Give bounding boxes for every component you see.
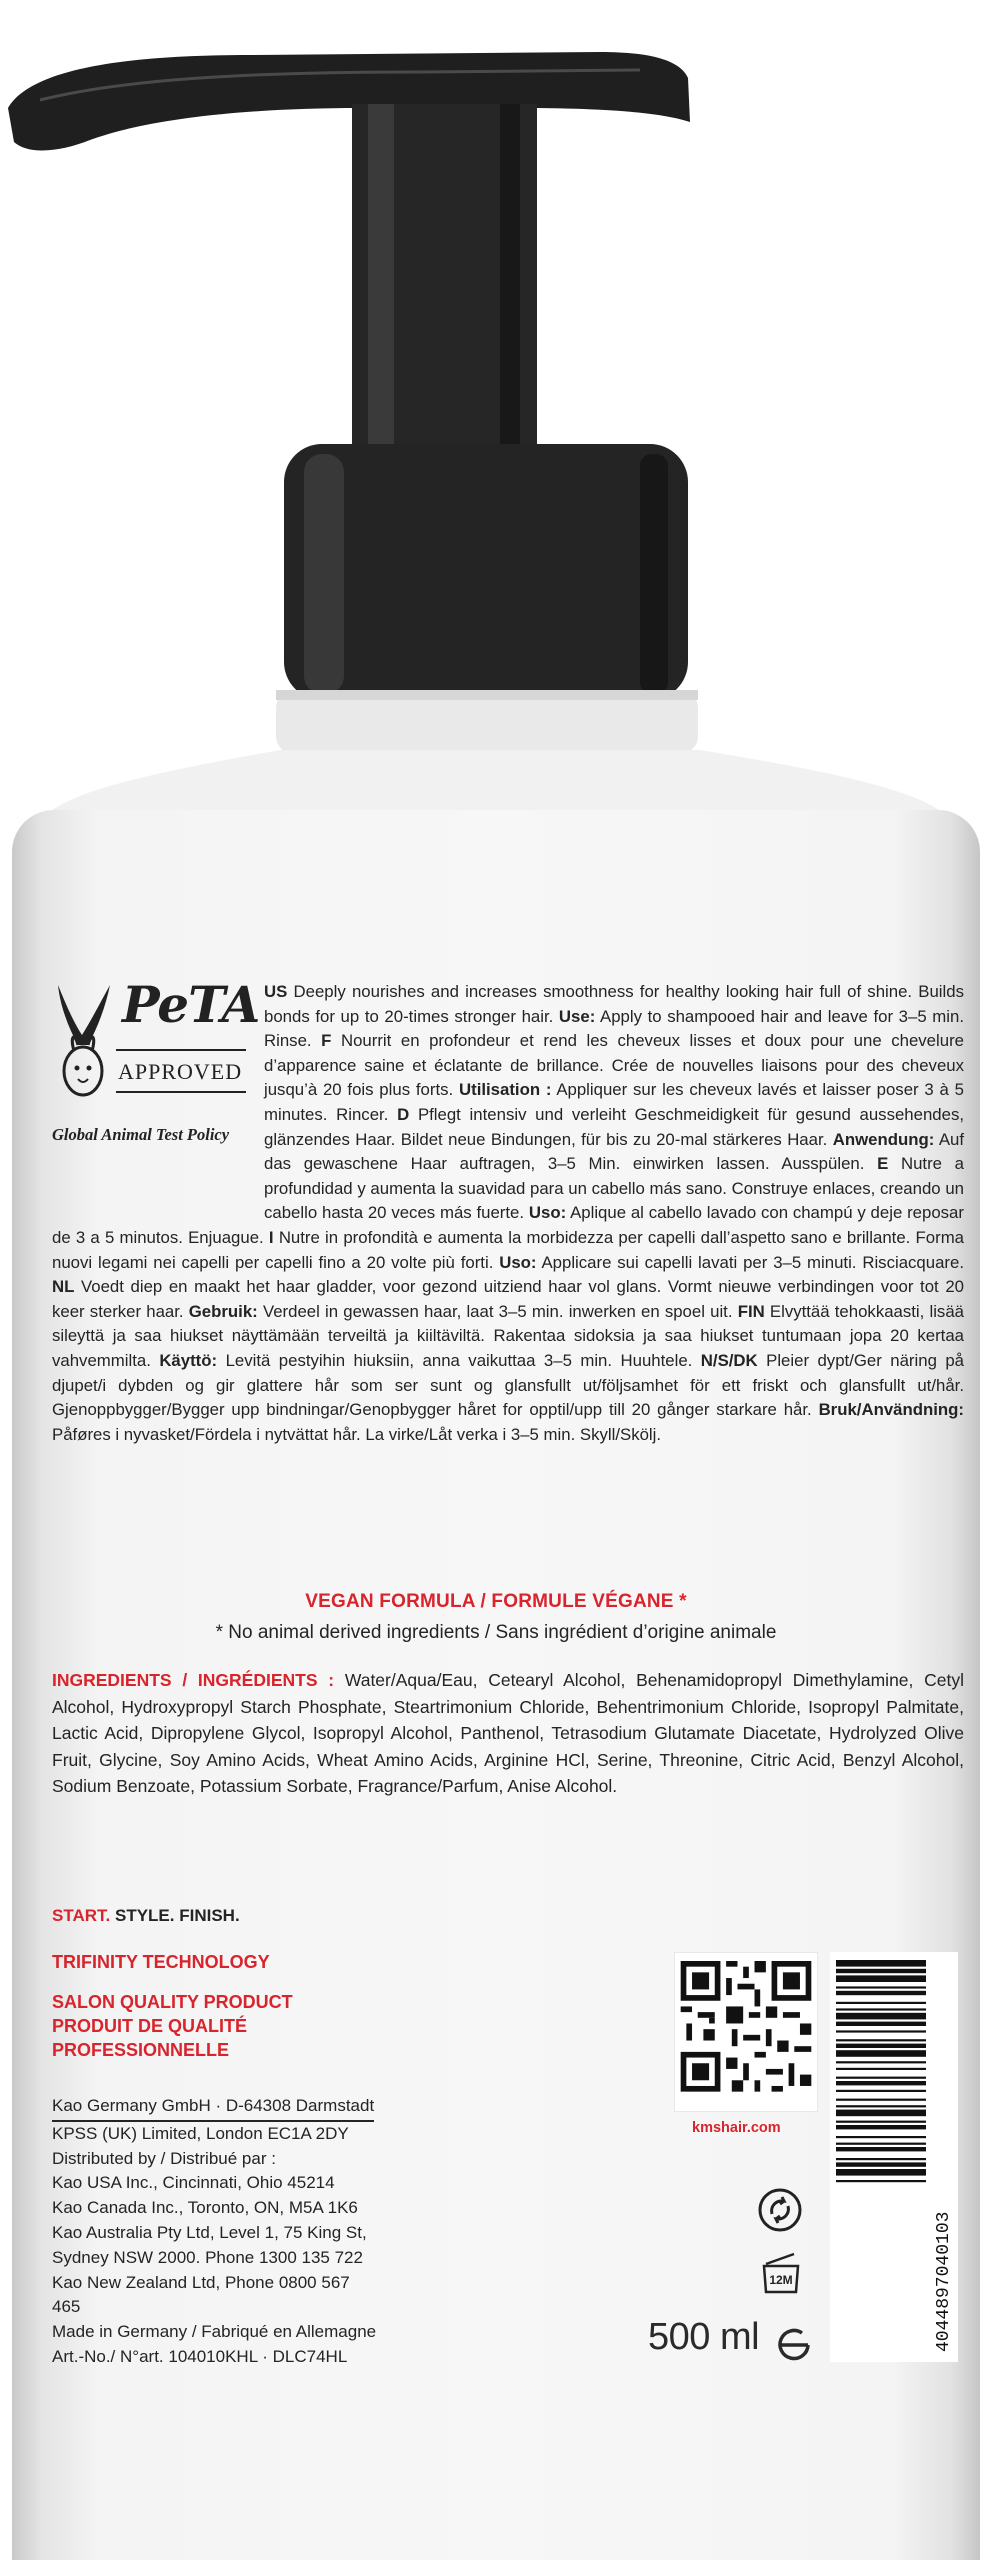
peta-policy-text: Global Animal Test Policy bbox=[52, 1125, 230, 1144]
barcode-bar bbox=[836, 2162, 926, 2166]
peta-approved-text: APPROVED bbox=[118, 1059, 243, 1084]
lang-code-nl: NL bbox=[52, 1277, 75, 1297]
trifinity-technology: TRIFINITY TECHNOLOGY bbox=[52, 1952, 270, 1972]
barcode-bar bbox=[836, 2044, 926, 2048]
barcode-bar bbox=[836, 1969, 926, 1973]
desc-nl: Voedt diep en maakt het haar gladder, voor gezond uitziend haar vol glans. Vormt nieuwe verbindingen voor tot 20 keer sterker haar. bbox=[52, 1277, 964, 1321]
lang-code-fin: FIN bbox=[737, 1301, 765, 1321]
use-us: Apply to shampooed hair and leave for 3–5 min. Rinse. bbox=[264, 1006, 964, 1051]
desc-nsdk: Pleier dypt/Ger näring på djupet/i dybden og gir glattere hår som ser sunt og glansfullt ut/följsamhet för ett friskt och glansfullt ut/hår. Gjenoppbygger/Bygger upp bindningar/Genopbygger håret for opptil/upp till 20 gånger starkare hår. bbox=[52, 1350, 965, 1420]
desc-i: Nutre in profondità e aumenta la morbidezza per capelli dall’aspetto sano e brillante. Forma nuovi legami nei capelli per capelli fino a 20 volte più forti. bbox=[52, 1227, 965, 1272]
website-link: kmshair.com bbox=[692, 2120, 781, 2136]
address-line-5: Kao Canada Inc., Toronto, ON, M5A 1K6 bbox=[52, 2198, 358, 2218]
period-after-opening-icon bbox=[758, 2250, 804, 2296]
address-line-4: Kao USA Inc., Cincinnati, Ohio 45214 bbox=[52, 2173, 335, 2193]
ingredients-list bbox=[52, 1667, 964, 1800]
address-line-6: Kao Australia Pty Ltd, Level 1, 75 King St, bbox=[52, 2222, 367, 2242]
salon-quality-2: PRODUIT DE QUALITÉ bbox=[52, 2016, 248, 2036]
desc-d: Pflegt intensiv und verleiht Geschmeidigkeit für gesund aussehendes, glänzendes Haar. Bildet neue Bindungen, für bis zu 20-mal stärkeres Haar. bbox=[264, 1104, 965, 1149]
use-nl: Verdeel in gewassen haar, laat 3–5 min. inwerken en spoel uit. bbox=[262, 1301, 733, 1321]
barcode-bar bbox=[836, 1960, 926, 1967]
address-line-2: KPSS (UK) Limited, London EC1A 2DY bbox=[52, 2123, 349, 2143]
barcode-bar bbox=[836, 2105, 926, 2107]
barcode-bar bbox=[836, 2125, 926, 2129]
product-description bbox=[52, 980, 964, 1447]
lang-code-nsdk: N/S/DK bbox=[700, 1350, 758, 1370]
vegan-formula-note: * No animal derived ingredients / Sans ingrédient d’origine animale bbox=[215, 1622, 777, 1643]
bottle-label bbox=[12, 810, 980, 2560]
barcode-bar bbox=[836, 2090, 926, 2092]
barcode-bar bbox=[836, 1991, 926, 1995]
use-label-us: Use: bbox=[558, 1006, 596, 1026]
tagline-style-finish: STYLE. FINISH. bbox=[114, 1906, 240, 1925]
barcode-bar bbox=[836, 2039, 926, 2041]
barcode-bar bbox=[836, 1975, 926, 1982]
product-volume: 500 ml bbox=[648, 2316, 760, 2358]
barcode-bar bbox=[836, 2022, 926, 2026]
pump-dispenser bbox=[0, 0, 992, 820]
use-d: Auf das gewaschene Haar auftragen, 3–5 Min. einwirken lassen. Ausspülen. bbox=[264, 1129, 965, 1174]
salon-quality-1: SALON QUALITY PRODUCT bbox=[52, 1992, 293, 2012]
barcode-bar bbox=[836, 2099, 926, 2101]
ingredients-text: Water/Aqua/Eau, Cetearyl Alcohol, Behenamidopropyl Dimethylamine, Cetyl Alcohol, Hydroxypropyl Starch Phosphate, Steartrimonium Chloride, Behentrimonium Chloride, Isopropyl Palmitate, Lactic Acid, Dipropylene Glycol, Isopropyl Alcohol, Panthenol, Tetrasodium Glutamate Diacetate, Hydrolyzed Olive Fruit, Glycine, Soy Amino Acids, Wheat Amino Acids, Arginine HCl, Serine, Threonine, Citric Acid, Benzyl Alcohol, Sodium Benzoate, Potassium Sorbate, Fragrance/Parfum, Anise Alcohol. bbox=[52, 1670, 964, 1796]
lang-code-f: F bbox=[321, 1031, 332, 1051]
tagline-start: START. bbox=[52, 1906, 111, 1925]
barcode-bar bbox=[836, 2050, 926, 2057]
lang-code-e: E bbox=[877, 1154, 889, 1174]
address-line-7: Sydney NSW 2000. Phone 1300 135 722 bbox=[52, 2247, 363, 2267]
use-label-e: Uso: bbox=[528, 1203, 567, 1223]
peta-wordmark: PeTA bbox=[122, 975, 260, 1034]
use-e: Aplique al cabello lavado con champú y deje reposar de 3 a 5 minutos. Enjuague. bbox=[52, 1203, 964, 1247]
lang-code-d: D bbox=[397, 1104, 410, 1124]
address-line-3: Distributed by / Distribué par : bbox=[52, 2148, 276, 2168]
recycle-icon bbox=[758, 2188, 802, 2232]
ingredients-label: INGREDIENTS / INGRÉDIENTS : bbox=[52, 1670, 335, 1690]
use-label-nsdk: Bruk/Användning: bbox=[818, 1400, 964, 1420]
barcode-bar bbox=[836, 2030, 926, 2032]
barcode-number: 4044897040103 bbox=[934, 2211, 954, 2352]
barcode-bar bbox=[836, 1986, 926, 1988]
qr-code bbox=[674, 1952, 818, 2112]
address-line-9: Made in Germany / Fabriqué en Allemagne bbox=[52, 2322, 377, 2342]
barcode-bar bbox=[836, 2147, 926, 2151]
manufacturer-address bbox=[52, 2094, 382, 2370]
barcode-bar bbox=[836, 2008, 926, 2010]
barcode-bar bbox=[836, 2143, 926, 2145]
use-label-d: Anwendung: bbox=[832, 1129, 935, 1149]
barcode bbox=[830, 1952, 958, 2362]
salon-quality-3: PROFESSIONNELLE bbox=[52, 2040, 230, 2060]
barcode-bar bbox=[836, 2013, 926, 2020]
barcode-bar bbox=[836, 2081, 926, 2085]
tagline bbox=[52, 1906, 240, 1926]
barcode-bar bbox=[836, 2121, 926, 2123]
use-i: Applicare sui capelli lavati per 3–5 minuti. Risciacquare. bbox=[541, 1252, 964, 1272]
barcode-bar bbox=[836, 2169, 926, 2176]
barcode-bar bbox=[836, 2068, 926, 2070]
use-label-i: Uso: bbox=[499, 1252, 537, 1272]
use-label-nl: Gebruik: bbox=[188, 1301, 258, 1321]
address-line-1: Kao Germany GmbH · D-64308 Darmstadt bbox=[52, 2094, 374, 2122]
desc-f: Nourrit en profondeur et rend les cheveux lisses et doux pour une chevelure d’apparence saine et éclatante de brillance. Crée de nouvelles liaisons pour des cheveux jusqu’à 20 fois plus forts. bbox=[264, 1031, 964, 1100]
use-label-fin: Käyttö: bbox=[159, 1350, 218, 1370]
barcode-bar bbox=[836, 2077, 926, 2079]
barcode-bar bbox=[836, 2136, 926, 2138]
desc-e: Nutre a profundidad y aumenta la suavidad para un cabello más sano. Construye enlaces, creando un cabello hasta 20 veces más fuerte. bbox=[264, 1154, 964, 1223]
use-label-f: Utilisation : bbox=[458, 1080, 552, 1100]
use-fin: Levitä pestyihin hiuksiin, anna vaikuttaa 3–5 min. Huuhtele. bbox=[225, 1350, 693, 1370]
barcode-bar bbox=[836, 2180, 926, 2182]
use-nsdk: Påføres i nyvasket/Fördela i nytvättat hår. La virke/Låt verka i 3–5 min. Skyll/Skölj. bbox=[52, 1424, 662, 1444]
address-line-10: Art.-No./ N°art. 104010KHL · DLC74HL bbox=[52, 2346, 348, 2366]
desc-us: Deeply nourishes and increases smoothness for healthy looking hair full of shine. Builds bonds for up to 20-times stronger hair. bbox=[264, 982, 964, 1026]
desc-fin: Elvyttää tehokkaasti, lisää sileyttä ja saa hiukset näyttämään terveiltä ja kiiltäviltä. Rakentaa sidoksia ja saa hiukset tuntumaan jopa 20 kertaa vahvemmilta. bbox=[52, 1301, 964, 1370]
lang-code-us: US bbox=[264, 982, 288, 1001]
pao-label: 12M bbox=[769, 2273, 793, 2287]
estimated-sign-icon bbox=[774, 2325, 814, 2365]
barcode-bar bbox=[836, 2158, 926, 2160]
barcode-bar bbox=[836, 2002, 926, 2004]
vegan-formula-title: VEGAN FORMULA / FORMULE VÉGANE * bbox=[305, 1591, 687, 1612]
lang-code-i: I bbox=[268, 1227, 274, 1247]
barcode-bar bbox=[836, 2110, 926, 2117]
address-line-8: Kao New Zealand Ltd, Phone 0800 567 465 bbox=[52, 2272, 350, 2317]
barcode-bar bbox=[836, 2061, 926, 2063]
use-f: Appliquer sur les cheveux lavés et laisser poser 3 à 5 minutes. Rincer. bbox=[264, 1080, 964, 1124]
